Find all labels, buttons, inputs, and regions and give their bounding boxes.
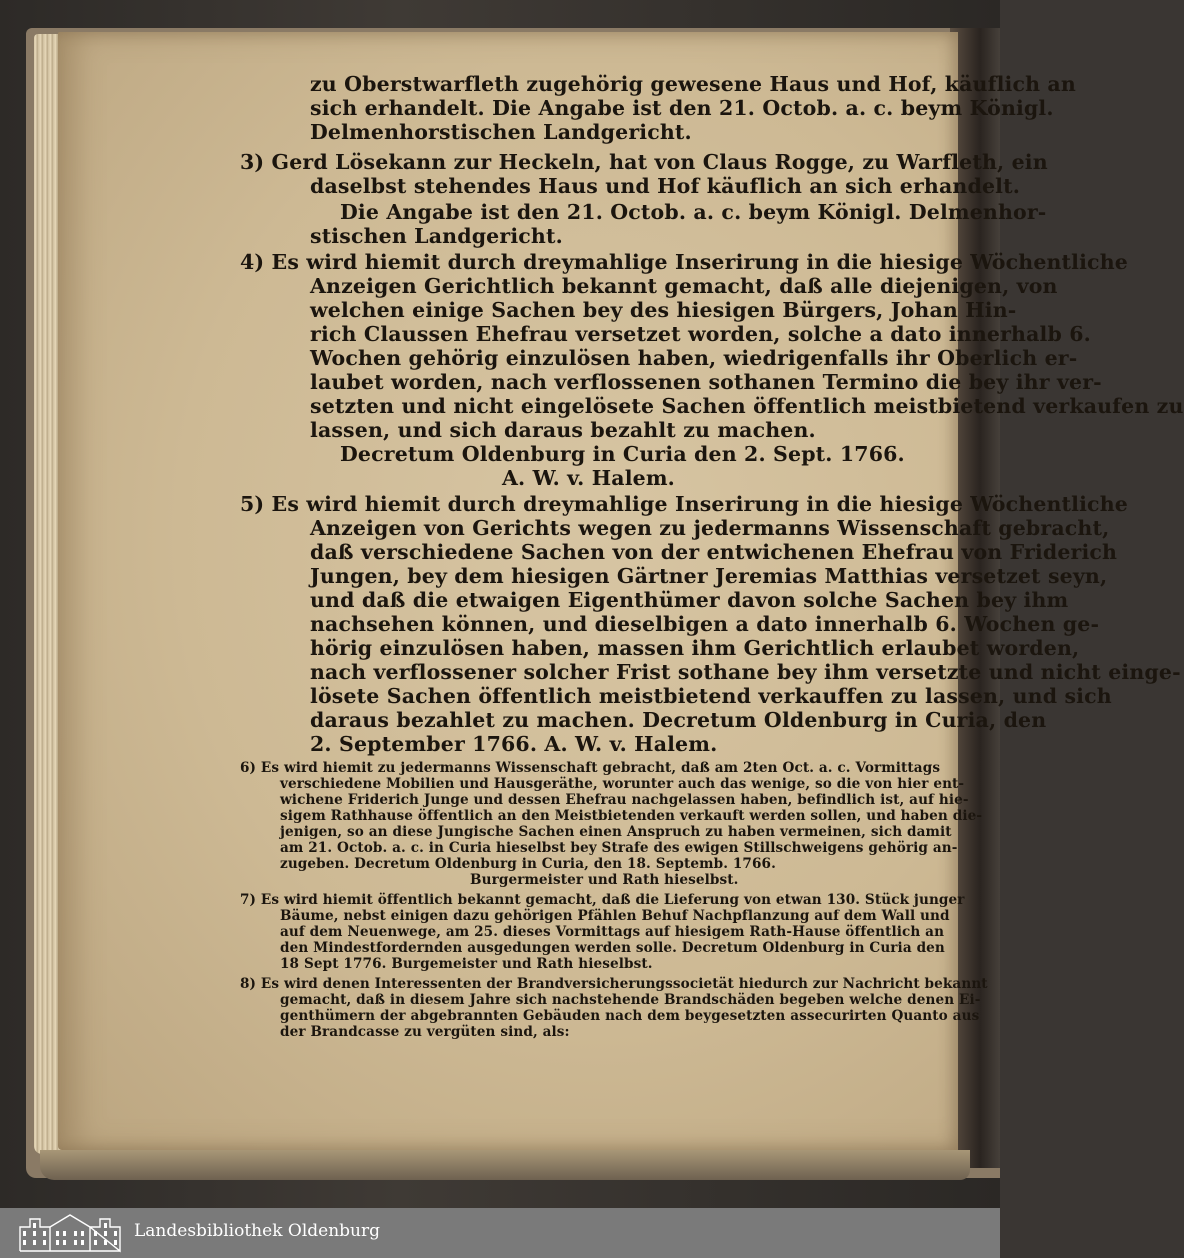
- small-text-line: am 21. Octob. a. c. in Curia hieselbst bey Strafe des ewigen Stillschweigens gehörig an-: [280, 840, 958, 856]
- text-line: daselbst stehendes Haus und Hof käuflich an sich erhandelt.: [310, 174, 1020, 198]
- text-line: Die Angabe ist den 21. Octob. a. c. beym Königl. Delmenhor-: [340, 200, 1047, 224]
- small-text-line: zugeben. Decretum Oldenburg in Curia, den 18. Septemb. 1766.: [280, 856, 776, 872]
- small-text-line: Bäume, nebst einigen dazu gehörigen Pfählen Behuf Nachpflanzung auf dem Wall und: [280, 908, 950, 924]
- text-line: 5) Es wird hiemit durch dreymahlige Inserirung in die hiesige Wöchentliche: [240, 492, 1128, 516]
- small-text-line: den Mindestfordernden ausgedungen werden solle. Decretum Oldenburg in Curia den: [280, 940, 945, 956]
- small-text-line: verschiedene Mobilien und Hausgeräthe, worunter auch das wenige, so die von hier ent-: [280, 776, 965, 792]
- text-line: Jungen, bey dem hiesigen Gärtner Jeremias Matthias versetzet seyn,: [310, 564, 1108, 588]
- small-text-line: genthümern der abgebrannten Gebäuden nach dem beygesetzten assecurirten Quanto aus: [280, 1008, 980, 1024]
- text-line: 2. September 1766. A. W. v. Halem.: [310, 732, 718, 756]
- footer-library-name: Landesbibliothek Oldenburg: [134, 1221, 381, 1241]
- text-line: rich Claussen Ehefrau versetzet worden, solche a dato innerhalb 6.: [310, 322, 1091, 346]
- text-line: daraus bezahlet zu machen. Decretum Oldenburg in Curia, den: [310, 708, 1047, 732]
- text-line: nachsehen können, und dieselbigen a dato innerhalb 6. Wochen ge-: [310, 612, 1100, 636]
- text-line: lassen, und sich daraus bezahlt zu machen.: [310, 418, 816, 442]
- small-text-line: gemacht, daß in diesem Jahre sich nachstehende Brandschäden begeben welche denen Ei-: [280, 992, 981, 1008]
- text-line: setzten und nicht eingelösete Sachen öffentlich meistbietend verkaufen zu: [310, 394, 1184, 418]
- small-text-line: 6) Es wird hiemit zu jedermanns Wissenschaft gebracht, daß am 2ten Oct. a. c. Vormittags: [240, 760, 941, 776]
- text-line: Anzeigen von Gerichts wegen zu jedermanns Wissenschaft gebracht,: [310, 516, 1110, 540]
- text-line: laubet worden, nach verflossenen sothanen Termino die bey ihr ver-: [310, 370, 1102, 394]
- small-text-line: auf dem Neuenwege, am 25. dieses Vormittags auf hiesigem Rath-Hause öffentlich an: [280, 924, 945, 940]
- text-line: welchen einige Sachen bey des hiesigen Bürgers, Johan Hin-: [310, 298, 1017, 322]
- small-text-line: jenigen, so an diese Jungische Sachen einen Anspruch zu haben vermeinen, sich damit: [280, 824, 952, 840]
- text-line: lösete Sachen öffentlich meistbietend verkauffen zu lassen, und sich: [310, 684, 1112, 708]
- book-bottom-edge: [40, 1150, 970, 1180]
- text-line: 3) Gerd Lösekann zur Heckeln, hat von Claus Rogge, zu Warfleth, ein: [240, 150, 1048, 174]
- text-line: Anzeigen Gerichtlich bekannt gemacht, daß alle diejenigen, von: [310, 274, 1058, 298]
- text-line: stischen Landgericht.: [310, 224, 563, 248]
- small-text-line: 18 Sept 1776. Burgemeister und Rath hieselbst.: [280, 956, 653, 972]
- library-building-icon: [16, 1213, 124, 1253]
- small-text-line: wichene Friderich Junge und dessen Ehefrau nachgelassen haben, befindlich ist, auf hie-: [280, 792, 969, 808]
- small-text-line: sigem Rathhause öffentlich an den Meistbietenden verkauft werden sollen, und haben die-: [280, 808, 983, 824]
- text-line: Wochen gehörig einzulösen haben, wiedrigenfalls ihr Oberlich er-: [310, 346, 1078, 370]
- text-line: zu Oberstwarfleth zugehörig gewesene Haus und Hof, käuflich an: [310, 72, 1076, 96]
- text-line: und daß die etwaigen Eigenthümer davon solche Sachen bey ihm: [310, 588, 1069, 612]
- signature-line: A. W. v. Halem.: [502, 466, 675, 490]
- small-text-line: der Brandcasse zu vergüten sind, als:: [280, 1024, 570, 1040]
- text-line: Delmenhorstischen Landgericht.: [310, 120, 692, 144]
- small-text-line: 8) Es wird denen Interessenten der Brandversicherungssocietät hiedurch zur Nachricht bekannt: [240, 976, 988, 992]
- text-line: sich erhandelt. Die Angabe ist den 21. Octob. a. c. beym Königl.: [310, 96, 1054, 120]
- small-signature-line: Burgermeister und Rath hieselbst.: [470, 872, 739, 888]
- footer-bar: [0, 1208, 1000, 1258]
- text-line: Decretum Oldenburg in Curia den 2. Sept. 1766.: [340, 442, 905, 466]
- text-line: hörig einzulösen haben, massen ihm Gerichtlich erlaubet worden,: [310, 636, 1080, 660]
- text-line: daß verschiedene Sachen von der entwichenen Ehefrau von Friderich: [310, 540, 1118, 564]
- small-text-line: 7) Es wird hiemit öffentlich bekannt gemacht, daß die Lieferung von etwan 130. Stück junger: [240, 892, 965, 908]
- text-line: nach verflossener solcher Frist sothane bey ihm versetzte und nicht einge-: [310, 660, 1181, 684]
- text-line: 4) Es wird hiemit durch dreymahlige Inserirung in die hiesige Wöchentliche: [240, 250, 1128, 274]
